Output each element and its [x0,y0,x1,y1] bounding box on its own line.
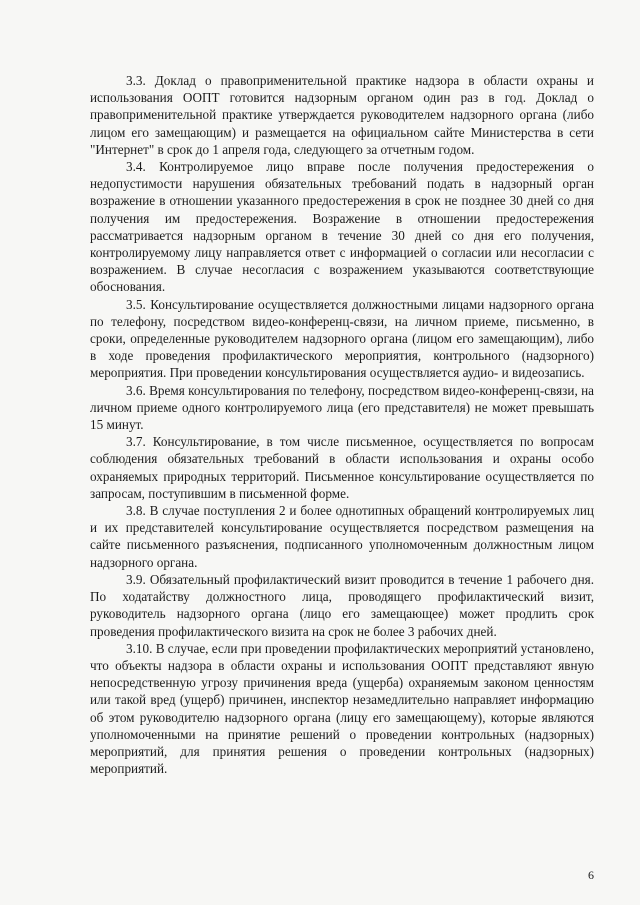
paragraph-3-7: 3.7. Консультирование, в том числе письменное, осуществляется по вопросам соблюдения обязательных требований в области использования и охраны особо охраняемых природных территорий. Письменное консультирование осуществляется по запросам, поступившим в письменной форме. [90,434,594,501]
paragraph-3-9: 3.9. Обязательный профилактический визит проводится в течение 1 рабочего дня. По ходатайству должностного лица, проводящего профилактический визит, руководитель надзорного органа (лицо его замещающее) может продлить срок проведения профилактического визита на срок не более 3 рабочих дней. [90,571,594,639]
paragraph-3-6: 3.6. Время консультирования по телефону, посредством видео-конференц-связи, на личном приеме одного контролируемого лица (его представителя) не может превышать 15 минут. [90,382,594,433]
page-number: 6 [588,868,594,882]
paragraph-3-8: 3.8. В случае поступления 2 и более однотипных обращений контролируемых лиц и их представителей консультирование осуществляется посредством размещения на сайте письменного разъяснения, подписанного уполномоченным должностным лицом надзорного органа. [90,503,594,570]
paragraph-3-4: 3.4. Контролируемое лицо вправе после получения предостережения о недопустимости нарушения обязательных требований подать в надзорный орган возражение в отношении указанного предостережения в срок не позднее 30 дней со дня получения им предостережения. Возражение в отношении предостережения рассматривается надзорным органом в течение 30 дней со дня его получения, контролируемому лицу направляется ответ с информацией о согласии или несогласии с возражением. В случае несогласия с возражением указываются соответствующие обоснования. [90,159,594,295]
paragraph-3-10: 3.10. В случае, если при проведении профилактических мероприятий установлено, что объекты надзора в области охраны и использования ООПТ представляют явную непосредственную угрозу причинения вреда (ущерба) охраняемым законом ценностям или такой вред (ущерб) причинен, инспектор незамедлительно направляет информацию об этом руководителю надзорного органа (лицу его замещающему), которые являются уполномоченными на принятие решений о проведении контрольных (надзорных) мероприятий, для принятия решения о проведении контрольных (надзорных) мероприятий. [90,640,594,777]
paragraph-3-3: 3.3. Доклад о правоприменительной практике надзора в области охраны и использования ООПТ готовится надзорным органом один раз в год. Доклад о правоприменительной практике утверждается руководителем надзорного органа (либо лицом его замещающим) и размещается на официальном сайте Министерства в сети "Интернет" в срок до 1 апреля года, следующего за отчетным годом. [90,73,594,157]
paragraph-3-5: 3.5. Консультирование осуществляется должностными лицами надзорного органа по телефону, посредством видео-конференц-связи, на личном приеме, письменно, в сроки, определенные руководителем надзорного органа (лицом его замещающим), либо в ходе проведения профилактического мероприятия, контрольного (надзорного) мероприятия. При проведении консультирования осуществляется аудио- и видеозапись. [90,296,594,381]
